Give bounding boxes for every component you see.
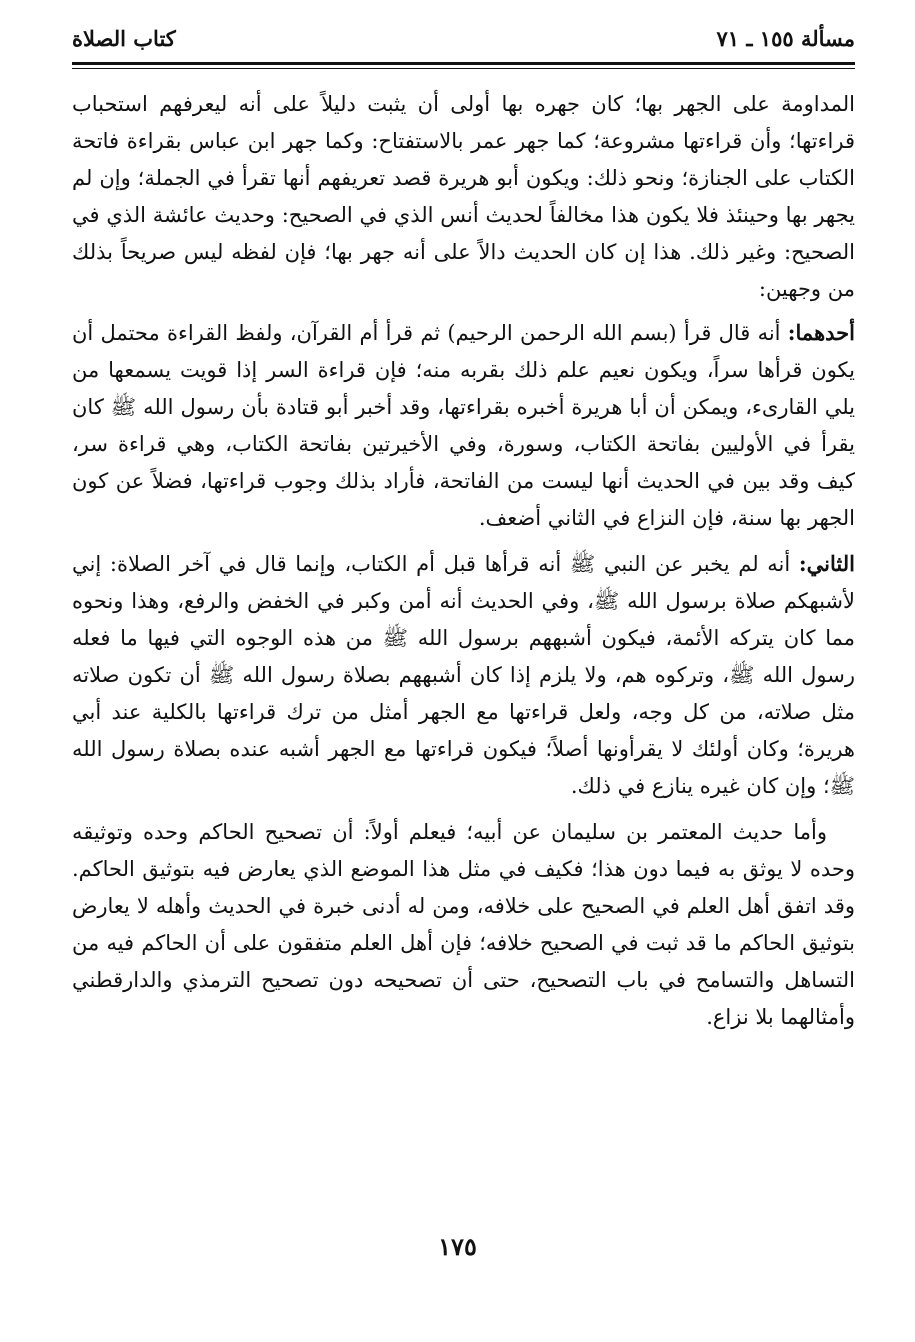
page-number: ١٧٥ <box>438 1232 477 1261</box>
header-rule-thin <box>72 68 855 69</box>
first-point-body: أنه قال قرأ (بسم الله الرحمن الرحيم) ثم قرأ أم القرآن، ولفظ القراءة محتمل أن يكون قرأها سراً، ويكون نعيم علم ذلك بقربه منه؛ فإن قراءة السر إذا قويت يسمعها من يلي القارىء، ويمكن أن أبا هريرة أخبره بقراءتها، وقد أخبر أبو قتادة بأن رسول الله ﷺ كان يقرأ في الأوليين بفاتحة الكتاب، وسورة، وفي الأخيرتين بفاتحة الكتاب، وهي قراءة سر، كيف وقد بين في الحديث أنها ليست من الفاتحة، فأراد بذلك وجوب قراءتها، فضلاً عن كون الجهر بها سنة، فإن النزاع في الثاني أضعف. <box>72 321 855 530</box>
header-rule-thick <box>72 62 855 65</box>
paragraph-second-point <box>72 545 855 805</box>
paragraph-first-point <box>72 314 855 537</box>
paragraph-intro: المداومة على الجهر بها؛ كان جهره بها أولى أن يثبت دليلاً على أنه ليعرفهم استحباب قراءتها؛ وأن قراءتها مشروعة؛ كما جهر عمر بالاستفتاح: وكما جهر ابن عباس بقراءة فاتحة الكتاب على الجنازة؛ ونحو ذلك: ويكون أبو هريرة قصد تعريفهم أنها تقرأ في الجملة؛ وإن لم يجهر بها وحينئذ فلا يكون هذا مخالفاً لحديث أنس الذي في الصحيح: وحديث عائشة الذي في الصحيح: وغير ذلك. هذا إن كان الحديث دالاً على أنه جهر بها؛ فإن لفظه ليس صريحاً بذلك من وجهين: <box>72 92 855 301</box>
second-point-body: أنه لم يخبر عن النبي ﷺ أنه قرأها قبل أم الكتاب، وإنما قال في آخر الصلاة: إني لأشبهكم صلاة برسول الله ﷺ، وفي الحديث أنه أمن وكبر في الخفض والرفع، وهذا ونحوه مما كان يتركه الأئمة، فيكون أشبههم برسول الله ﷺ من هذه الوجوه التي فيها ما فعله رسول الله ﷺ، وتركوه هم، ولا يلزم إذا كان أشبههم بصلاة رسول الله ﷺ أن تكون صلاته مثل صلاته، من كل وجه، ولعل قراءتها مع الجهر أمثل من ترك قراءتها بالكلية عند أبي هريرة؛ وكان أولئك لا يقرأونها أصلاً؛ فيكون قراءتها مع الجهر أشبه عنده بصلاة رسول الله ﷺ؛ وإن كان غيره ينازع في ذلك. <box>72 552 855 798</box>
book-title: كتاب الصلاة <box>72 25 176 51</box>
main-text <box>72 86 855 1036</box>
first-point-lead: أحدهما: <box>787 320 855 345</box>
issue-number: مسألة ١٥٥ ـ ٧١ <box>716 25 855 51</box>
second-point-lead: الثاني: <box>798 551 855 576</box>
paragraph-mutamir-hadith: وأما حديث المعتمر بن سليمان عن أبيه؛ فيعلم أولاً: أن تصحيح الحاكم وحده وتوثيقه وحده لا يوثق به فيما دون هذا؛ فكيف في مثل هذا الموضع الذي يعارض فيه بتوثيق الحاكم. وقد اتفق أهل العلم في الصحيح على خلافه، ومن له أدنى خبرة في الحديث وأهله لا يعارض بتوثيق الحاكم ما قد ثبت في الصحيح خلافه؛ فإن أهل العلم متفقون على أن الحاكم فيه من التساهل والتسامح في باب التصحيح، حتى أن تصحيحه دون تصحيح الترمذي والدارقطني وأمثالهما بلا نزاع. <box>72 820 855 1029</box>
running-header <box>72 18 855 58</box>
